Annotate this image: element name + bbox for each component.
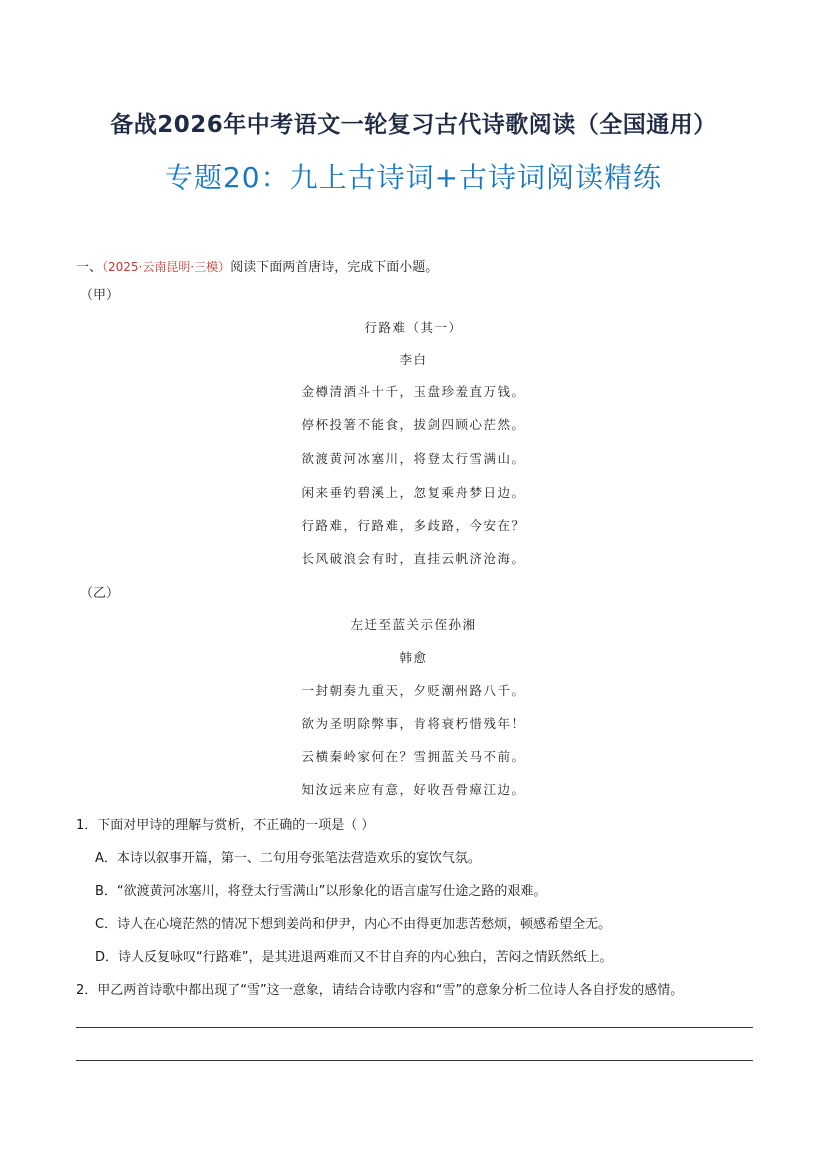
poem-b-line: 一封朝奏九重天，夕贬潮州路八千。 xyxy=(301,683,526,698)
poem-a-author: 李白 xyxy=(399,352,428,367)
answer-line[interactable] xyxy=(76,1027,753,1028)
poem-b-title: 左迁至蓝关示侄孙湘 xyxy=(350,617,477,632)
poem-a-line: 金樽清酒斗十千，玉盘珍羞直万钱。 xyxy=(301,384,526,399)
question-1-option-d: D．诗人反复咏叹“行路难”，是其进退两难而又不甘自弃的内心独白，苦闷之情跃然纸上。 xyxy=(95,950,613,965)
section-number: 一、 xyxy=(76,260,103,275)
question-1-option-b: B．“欲渡黄河冰塞川，将登太行雪满山”以形象化的语言虚写仕途之路的艰难。 xyxy=(95,884,547,899)
poem-a-line: 行路难，行路难，多歧路，今安在？ xyxy=(301,518,526,533)
section-source: （2025·云南昆明·三模） xyxy=(102,260,231,274)
question-1-option-c: C．诗人在心境茫然的情况下想到姜尚和伊尹，内心不由得更加悲苦愁烦，顿感希望全无。 xyxy=(95,917,612,932)
document-title: 备战2026年中考语文一轮复习古代诗歌阅读（全国通用） xyxy=(110,112,717,138)
question-1-stem: 1．下面对甲诗的理解与赏析，不正确的一项是（ ） xyxy=(76,818,375,833)
poem-b-line: 云横秦岭家何在？雪拥蓝关马不前。 xyxy=(301,749,526,764)
poem-a-line: 停杯投箸不能食，拔剑四顾心茫然。 xyxy=(301,417,526,432)
poem-a-line: 长风破浪会有时，直挂云帆济沧海。 xyxy=(301,551,526,566)
poem-a-line: 闲来垂钓碧溪上，忽复乘舟梦日边。 xyxy=(301,485,526,500)
question-2-stem: 2．甲乙两首诗歌中都出现了“雪”这一意象，请结合诗歌内容和“雪”的意象分析二位诗人各自抒发的感情。 xyxy=(76,983,684,998)
document-subtitle: 专题20：九上古诗词+古诗词阅读精练 xyxy=(164,161,663,194)
section-instruction: 阅读下面两首唐诗，完成下面小题。 xyxy=(230,260,439,275)
poem-a-label: （甲） xyxy=(80,288,120,303)
section-heading xyxy=(76,256,438,275)
question-1-option-a: A．本诗以叙事开篇，第一、二句用夸张笔法营造欢乐的宴饮气氛。 xyxy=(95,851,481,866)
poem-a-line: 欲渡黄河冰塞川，将登太行雪满山。 xyxy=(301,451,526,466)
answer-line[interactable] xyxy=(76,1060,753,1061)
poem-b-label: （乙） xyxy=(80,586,120,601)
poem-b-line: 欲为圣明除弊事，肯将衰朽惜残年！ xyxy=(301,716,526,731)
poem-b-author: 韩愈 xyxy=(399,650,428,665)
poem-b-line: 知汝远来应有意，好收吾骨瘴江边。 xyxy=(301,782,526,797)
poem-a-title: 行路难（其一） xyxy=(364,320,463,335)
